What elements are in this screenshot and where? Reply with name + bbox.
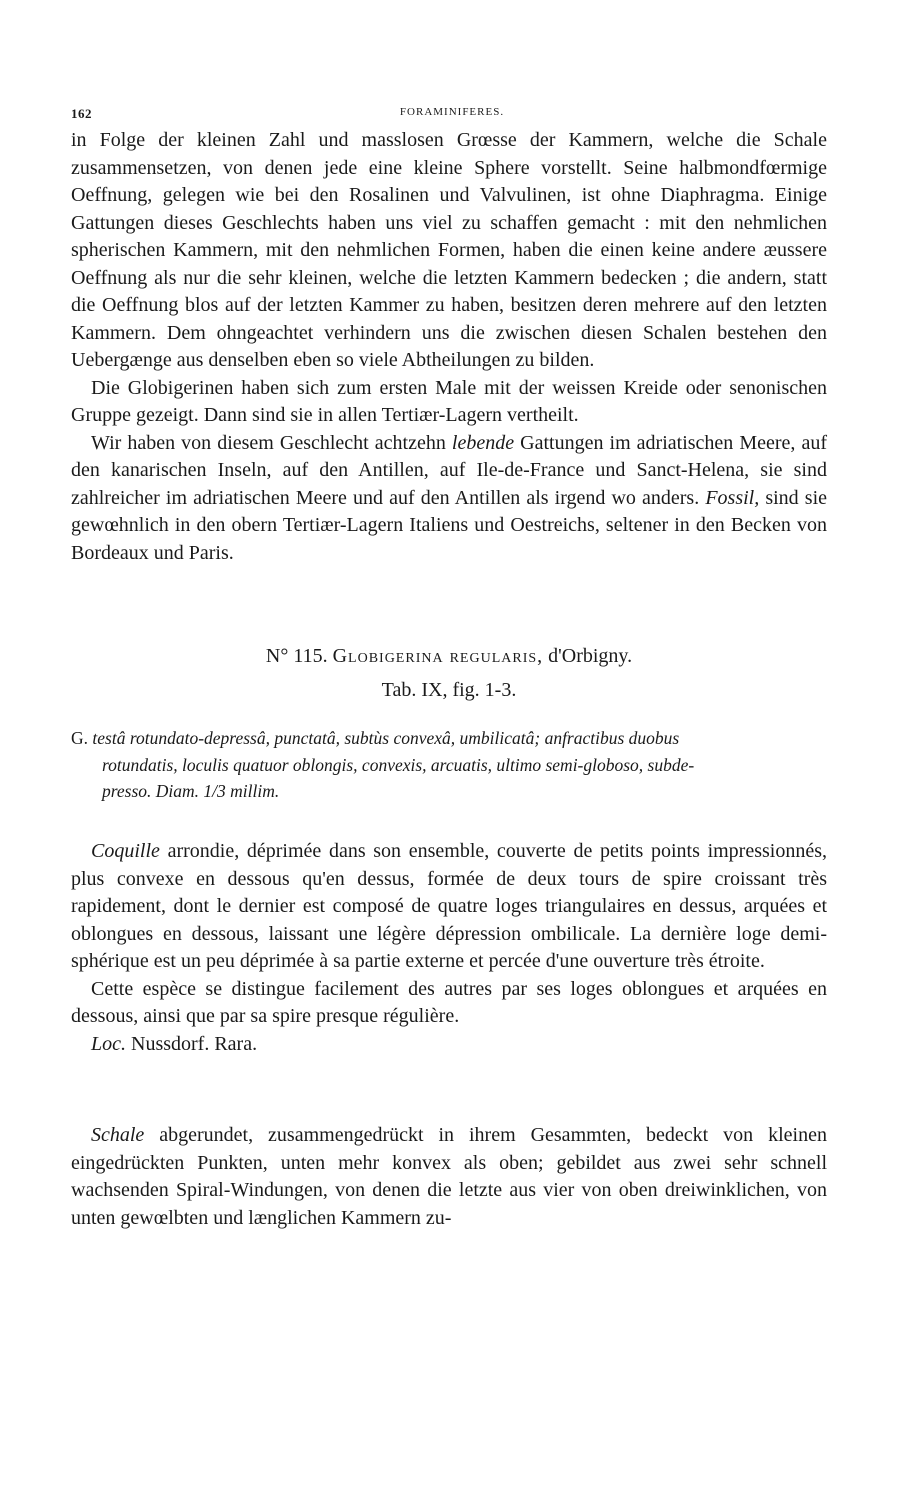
- paragraph-text: Gattungen im adriatischen Meere, auf den kanarischen Inseln, auf den Antillen, auf Ile-de-France und Sanct-Helena, sie sind zahlreicher im adriatischen Meere und auf den Antillen als irgend wo anders.: [71, 431, 828, 509]
- diagnosis-line-2: rotundatis, loculis quatuor oblongis, convexis, arcuatis, ultimo semi-globoso, subde-: [102, 754, 695, 775]
- paragraph-text: Wir haben von diesem Geschlecht achtzehn: [91, 431, 452, 454]
- french-paragraph-2: Cette espèce se distingue facilement des autres par ses loges oblongues et arquées en dessous, ainsi que par sa spire presque régulière.: [71, 977, 827, 1027]
- running-head: [71, 104, 833, 124]
- page-number: 162: [71, 106, 92, 121]
- french-description-section: [71, 838, 827, 1058]
- diagnosis-genus: G.: [71, 728, 89, 748]
- french-paragraph-1: [71, 838, 827, 976]
- plate-reference: Tab. IX, fig. 1-3.: [381, 679, 517, 701]
- german-intro-paragraph-2: Die Globigerinen haben sich zum ersten Male mit der weissen Kreide oder senonischen Gruppe gezeigt. Dann sind sie in allen Tertiær-Lagern vertheilt.: [71, 376, 827, 426]
- german-description-section: [71, 1122, 827, 1232]
- diagnosis-text: testâ rotundato-depressâ, punctatâ, subtùs convexâ, umbilicatâ; anfractibus duobus: [92, 728, 680, 748]
- emphasis-fossil: Fossil,: [705, 486, 760, 509]
- latin-diagnosis: [71, 725, 827, 805]
- paragraph-text: arrondie, déprimée dans son ensemble, couverte de petits points impressionnés, plus convexe en dessous qu'en dessus, formée de deux tours de spire croissant très rapidement, dont le dernier est composé de quatre loges triangulaires en dessus, arquées et oblongues en dessous, laissant une légère dépression ombilicale. La dernière loge demi-sphérique est un peu déprimée à sa partie externe et percée d'une ouverture très étroite.: [71, 840, 827, 972]
- german-description-paragraph: [71, 1122, 827, 1232]
- emphasis-living: lebende: [451, 431, 515, 454]
- locality-text: Nussdorf. Rara.: [126, 1032, 258, 1055]
- emphasis-coquille: Coquille: [91, 840, 160, 862]
- paragraph-text: abgerundet, zusammengedrückt in ihrem Gesammten, bedeckt von kleinen eingedrückten Punkten, unten mehr konvex als oben; gebildet aus zwei sehr schnell wachsenden Spiral-Windungen, von denen die letzte aus vier von oben dreiwinklichen, von unten gewœlbten und længlichen Kammern zu-: [71, 1124, 827, 1229]
- german-intro-paragraph-1: in Folge der kleinen Zahl und masslosen Grœsse der Kammern, welche die Schale zusammensetzen, von denen jede eine kleine Sphere vorstellt. Seine halbmondfœrmige Oeffnung, gelegen wie bei den Rosalinen und Valvulinen, ist ohne Diaphragma. Einige Gattungen dieses Geschlechts haben uns viel zu schaffen gemacht : mit den nehmlichen spherischen Kammern, mit den nehmlichen Formen, haben die einen keine andere æussere Oeffnung als nur die sehr kleinen, welche die letzten Kammern bedecken ; die andern, statt die Oeffnung blos auf der letzten Kammer zu haben, besitzen deren mehrere auf den letzten Kammern. Dem ohngeachtet verhindern uns die zwischen diesen Schalen bestehen den Uebergænge aus denselben eben so viele Abtheilungen zu bilden.: [71, 129, 827, 371]
- diagnosis-line-1: [71, 725, 827, 752]
- german-intro-paragraph-3: [71, 430, 827, 568]
- paragraph-text: sind sie gewœhnlich in den obern Tertiær-Lagern Italiens und Oestreichs, seltener in den Becken von Bordeaux und Paris.: [71, 486, 827, 564]
- diagnosis-line-3: presso. Diam. 1/3 millim.: [102, 781, 280, 801]
- emphasis-schale: Schale: [91, 1124, 145, 1146]
- species-heading: [71, 641, 827, 671]
- locality-line: [71, 1031, 827, 1059]
- locality-label: Loc.: [91, 1032, 126, 1055]
- running-title: FORAMINIFERES.: [399, 106, 505, 118]
- species-name: Globigerina regularis,: [332, 645, 544, 667]
- species-author: d'Orbigny.: [548, 645, 633, 667]
- species-number: N° 115.: [265, 645, 328, 667]
- german-intro-section: [71, 127, 827, 567]
